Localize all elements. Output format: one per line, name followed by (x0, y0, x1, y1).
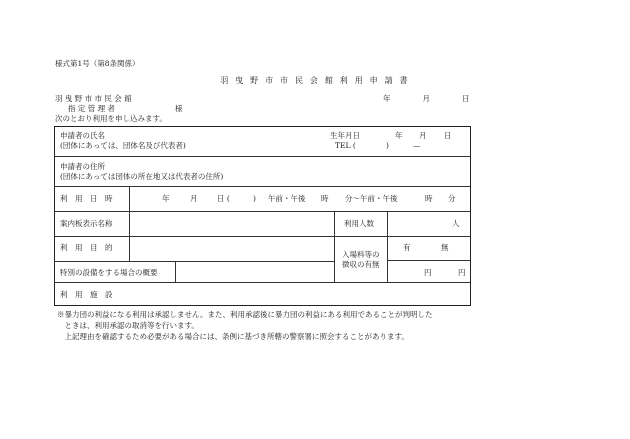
attendees-field[interactable] (391, 215, 451, 232)
usage-month-label: 月 (190, 194, 198, 203)
facility-field[interactable] (133, 286, 463, 303)
manager-label: 指 定 管 理 者 (68, 104, 116, 113)
sign-name-field[interactable] (133, 215, 329, 232)
applicant-address-note: (団体にあっては団体の所在地又は代表者の住所) (60, 172, 224, 181)
submission-date (383, 95, 470, 103)
notes (57, 309, 432, 342)
purpose-label: 利 用 目 的 (60, 243, 113, 252)
applicant-address-field[interactable] (255, 165, 455, 181)
fee-no-option[interactable]: 無 (441, 243, 449, 252)
usage-paren-close: ) (253, 194, 256, 203)
form-title: 羽 曳 野 市 市 民 会 館 利 用 申 請 書 (220, 76, 410, 85)
note-line-1: ※暴力団の利益になる利用は承認しません。また、利用承認後に暴力団の利益にある利用であることが判明した (57, 310, 433, 319)
date-year-label: 年 (383, 94, 391, 103)
usage-hour-end: 時 (425, 194, 433, 203)
form-number: 様式第1号（第8条関係） (55, 59, 140, 68)
applicant-name-field[interactable] (215, 135, 315, 149)
date-day-label: 日 (462, 94, 470, 103)
attendees-unit: 人 (452, 219, 460, 228)
tel-dash: — (413, 141, 421, 150)
usage-day-label: 日 ( (217, 194, 230, 203)
manager-suffix: 様 (175, 104, 183, 113)
birth-day-label: 日 (444, 131, 452, 140)
row-divider (55, 236, 470, 237)
usage-minute-end: 分 (448, 194, 456, 203)
birth-month-label: 月 (419, 131, 427, 140)
addressee: 羽 曳 野 市 市 民 会 館 (55, 94, 132, 103)
column-divider (129, 186, 130, 261)
birth-date-label: 生年月日 (330, 131, 360, 140)
request-text: 次のとおり利用を申し込みます。 (55, 114, 167, 123)
fee-label-line1: 入場料等の (342, 250, 380, 259)
note-line-3: 上記理由を確認するため必要がある場合には、条例に基づき所轄の警察署に照会することがあります。 (57, 332, 409, 341)
date-month-label: 月 (422, 94, 430, 103)
sign-name-label: 案内板表示名称 (60, 219, 113, 228)
special-equipment-label: 特別の設備をする場合の概要 (60, 268, 158, 277)
birth-year-label: 年 (395, 131, 403, 140)
facility-label: 利 用 施 設 (60, 290, 113, 299)
fee-yes-option[interactable]: 有 (403, 243, 411, 252)
row-divider (387, 260, 470, 261)
note-line-2: ときは、利用承認の取消等を行います。 (57, 321, 199, 330)
fee-label-line2: 徴収の有無 (342, 260, 380, 269)
applicant-address-label: 申請者の住所 (60, 162, 105, 171)
special-equipment-field[interactable] (179, 264, 329, 279)
row-divider (55, 156, 470, 157)
usage-hour-start: 時 (321, 194, 329, 203)
usage-year-label: 年 (162, 194, 170, 203)
tel-label: TEL ( (335, 141, 356, 150)
manager-line (68, 105, 183, 113)
applicant-name-note: (団体にあっては、団体名及び代表者) (60, 141, 186, 150)
usage-datetime-label: 利 用 日 時 (60, 194, 113, 203)
usage-ampm-start: 午前・午後 (268, 194, 306, 203)
fee-yen-2: 円 (458, 268, 466, 277)
row-divider (55, 186, 470, 187)
usage-minute-start: 分～午前・午後 (345, 194, 398, 203)
tel-close: ) (386, 141, 389, 150)
row-divider (55, 282, 470, 283)
applicant-name-label: 申請者の氏名 (60, 131, 105, 140)
row-divider (55, 261, 334, 262)
column-divider (175, 261, 176, 282)
column-divider (387, 211, 388, 282)
row-divider (55, 211, 470, 212)
purpose-field[interactable] (133, 240, 329, 257)
attendees-label: 利用人数 (344, 219, 374, 228)
fee-yen-1: 円 (424, 268, 432, 277)
application-form-table (54, 126, 471, 306)
column-divider (334, 211, 335, 282)
